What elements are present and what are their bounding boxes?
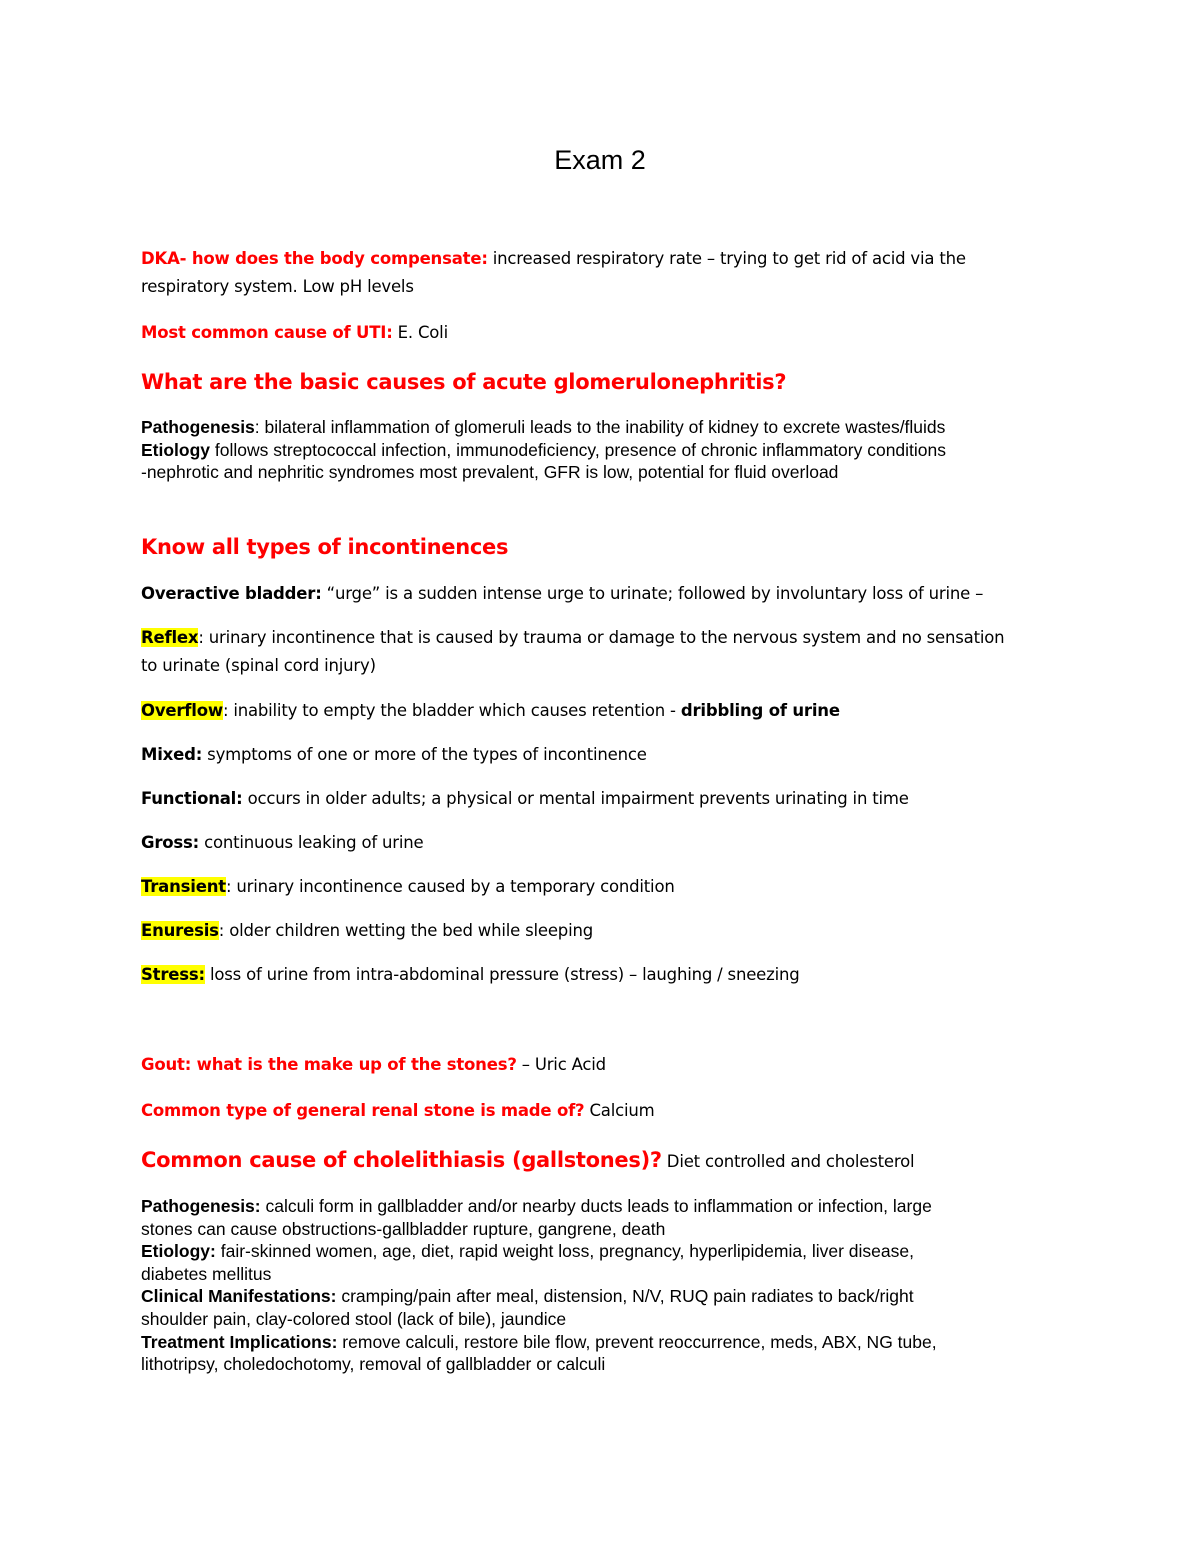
mixed-text: symptoms of one or more of the types of incontinence [202,745,647,764]
overactive-label: Overactive bladder: [141,584,322,603]
renal-label: Common type of general renal stone is made of? [141,1101,585,1120]
enuresis-paragraph [141,917,1071,945]
chole-etiology-text-2: diabetes mellitus [141,1263,272,1284]
overflow-paragraph [141,697,1071,725]
chole-clinical-text-2: shoulder pain, clay-colored stool (lack of bile), jaundice [141,1308,567,1329]
functional-label: Functional: [141,789,243,808]
chole-label: Common cause of cholelithiasis (gallstones)? [141,1148,662,1172]
renal-paragraph [141,1097,1071,1125]
page-title: Exam 2 [554,145,646,175]
overflow-label: Overflow [141,701,223,720]
chole-treatment-text-2: lithotripsy, choledochotomy, removal of gallbladder or calculi [141,1354,606,1375]
chole-details [141,1195,1141,1376]
reflex-paragraph [141,624,1071,680]
stress-text: loss of urine from intra-abdominal pressure (stress) – laughing / sneezing [204,965,800,984]
stress-paragraph [141,961,1071,989]
chole-clinical-text: cramping/pain after meal, distension, N/V, RUQ pain radiates to back/right [336,1286,914,1307]
dka-text: increased respiratory rate – trying to get rid of acid via the [487,249,966,268]
chole-treatment-label: Treatment Implications: [141,1331,338,1352]
overactive-text: “urge” is a sudden intense urge to urinate; followed by involuntary loss of urine – [321,584,984,603]
transient-text: : urinary incontinence caused by a temporary condition [225,877,675,896]
mixed-label: Mixed: [141,745,203,764]
gross-label: Gross: [141,833,200,852]
chole-clinical-label: Clinical Manifestations: [141,1286,337,1307]
enuresis-text: : older children wetting the bed while sleeping [218,921,593,940]
chole-etiology-text: fair-skinned women, age, diet, rapid weight loss, pregnancy, hyperlipidemia, liver disease, [215,1241,914,1262]
dka-text-2: respiratory system. Low pH levels [141,277,414,296]
uti-paragraph [141,319,1071,347]
dka-label: DKA- how does the body compensate: [141,249,488,268]
glomerulo-pathogenesis-text: : bilateral inflammation of glomeruli leads to the inability of kidney to excrete wastes/fluids [254,417,946,437]
reflex-label: Reflex [141,628,199,647]
transient-paragraph [141,873,1071,901]
reflex-text: : urinary incontinence that is caused by trauma or damage to the nervous system and no sensation [198,628,1005,647]
glomerulo-heading: What are the basic causes of acute glomerulonephritis? [141,370,787,394]
stress-label: Stress: [141,965,205,984]
gross-text: continuous leaking of urine [199,833,424,852]
glomerulo-etiology-text: follows streptococcal infection, immunodeficiency, presence of chronic inflammatory conditions [210,439,947,460]
overflow-bold: dribbling of urine [680,701,840,720]
incontinence-heading: Know all types of incontinences [141,535,509,559]
reflex-text-2: to urinate (spinal cord injury) [141,656,376,675]
functional-text: occurs in older adults; a physical or mental impairment prevents urinating in time [242,789,909,808]
glomerulo-pathogenesis-label: Pathogenesis [141,417,255,437]
mixed-paragraph [141,741,1071,769]
chole-pathogenesis-text-2: stones can cause obstructions-gallbladder rupture, gangrene, death [141,1218,666,1239]
functional-paragraph [141,785,1071,813]
chole-paragraph [141,1146,1071,1176]
dka-paragraph [141,245,1071,301]
gout-text: – Uric Acid [516,1055,606,1074]
chole-etiology-label: Etiology: [141,1241,216,1262]
transient-label: Transient [141,877,226,896]
gross-paragraph [141,829,1071,857]
enuresis-label: Enuresis [141,921,219,940]
uti-label: Most common cause of UTI: [141,323,393,342]
gout-paragraph [141,1051,1071,1079]
chole-treatment-text: remove calculi, restore bile flow, prevent reoccurrence, meds, ABX, NG tube, [337,1331,937,1352]
glomerulo-line-3: -nephrotic and nephritic syndromes most prevalent, GFR is low, potential for fluid overload [141,462,839,483]
renal-text: Calcium [584,1101,655,1120]
uti-text: E. Coli [392,323,448,342]
gout-label: Gout: what is the make up of the stones? [141,1055,517,1074]
glomerulo-etiology-label: Etiology [141,439,211,460]
chole-text: Diet controlled and cholesterol [661,1152,915,1171]
overactive-paragraph [141,580,1071,608]
overflow-text: : inability to empty the bladder which causes retention - [222,701,681,720]
chole-pathogenesis-text: calculi form in gallbladder and/or nearby ducts leads to inflammation or infection, large [260,1196,932,1216]
glomerulo-paragraph [141,416,1141,484]
chole-pathogenesis-label: Pathogenesis: [141,1196,261,1216]
